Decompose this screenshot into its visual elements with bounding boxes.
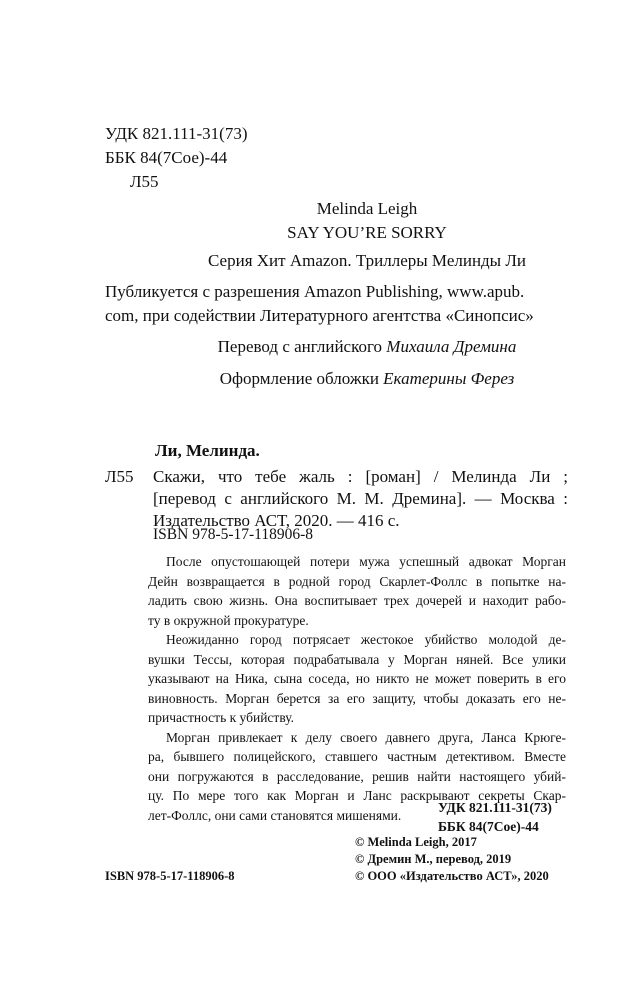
annotation-p3-line-3: они погружаются в расследование, решив найти настоящего убий- xyxy=(148,768,566,784)
translation-credit xyxy=(0,336,619,358)
catalog-description xyxy=(153,466,568,532)
catalog-line-3: Издательство АСТ, 2020. — 416 с. xyxy=(153,511,400,530)
catalog-heading: Ли, Мелинда. xyxy=(155,441,260,460)
copyright-author: © Melinda Leigh, 2017 xyxy=(355,835,477,849)
copyright-translation: © Дремин М., перевод, 2019 xyxy=(355,852,512,866)
annotation-p3-line-2: ра, бывшего полицейского, ставшего частным детективом. Вместе xyxy=(148,749,566,764)
annotation-p2-line-1: Неожиданно город потрясает жестокое убийство молодой де- xyxy=(166,632,566,647)
author-mark-top: Л55 xyxy=(130,172,159,191)
annotation xyxy=(148,552,566,825)
bottom-isbn: ISBN 978-5-17-118906-8 xyxy=(105,869,235,883)
translator-name: Михаила Дремина xyxy=(386,337,517,356)
translation-prefix: Перевод с английского xyxy=(217,337,387,356)
rights-line-2: com, при содействии Литературного агентства «Синопсис» xyxy=(105,306,534,325)
annotation-p1-line-1: После опустошающей потери мужа успешный адвокат Морган xyxy=(166,554,566,569)
annotation-p2-line-4: виновность. Морган берется за его защиту, чтобы доказать его не- xyxy=(148,690,566,706)
catalog-line-1: Скажи, что тебе жаль : [роман] / Мелинда Ли ; xyxy=(153,467,568,486)
annotation-p1-line-3: ладить свою жизнь. Она воспитывает трех дочерей и находит рабо- xyxy=(148,593,566,608)
annotation-p3-line-1: Морган привлекает к делу своего давнего друга, Ланса Крюге- xyxy=(166,729,566,745)
annotation-p2-line-5: причастность к убийству. xyxy=(148,710,295,725)
annotation-p1-line-2: Дейн возвращается в родной город Скарлет-Фоллс в попытке на- xyxy=(148,573,566,589)
series-name: Серия Хит Amazon. Триллеры Мелинды Ли xyxy=(208,251,526,270)
annotation-paragraph-2 xyxy=(148,630,566,728)
annotation-p3-line-5: лет-Фоллс, они сами становятся мишенями. xyxy=(148,807,402,823)
cover-designer-name: Екатерины Ферез xyxy=(383,369,515,388)
cover-credit xyxy=(0,368,619,390)
bbk-code-bottom: ББК 84(7Сое)-44 xyxy=(438,819,539,834)
catalog-isbn: ISBN 978-5-17-118906-8 xyxy=(153,526,314,543)
annotation-p2-line-2: вушки Тессы, которая подрабатывала у Морган няней. Все улики xyxy=(148,651,566,667)
original-author: Melinda Leigh xyxy=(316,199,418,218)
copyright-publisher: © ООО «Издательство АСТ», 2020 xyxy=(355,869,549,883)
annotation-p2-line-3: указывают на Ника, сына соседа, но никто не может поверить в его xyxy=(148,671,566,686)
bbk-code-top: ББК 84(7Сое)-44 xyxy=(105,148,228,167)
catalog-line-2: [перевод с английского М. М. Дремина]. — Москва : xyxy=(153,489,568,508)
original-title: SAY YOU’RE SORRY xyxy=(287,223,447,242)
udk-code-top: УДК 821.111-31(73) xyxy=(105,124,248,143)
annotation-p3-line-4: цу. По мере того как Морган и Ланс раскрывают секреты Скар- xyxy=(148,788,566,803)
cover-prefix: Оформление обложки xyxy=(219,369,384,388)
catalog-mark: Л55 xyxy=(105,467,134,486)
rights-line-1: Публикуется с разрешения Amazon Publishing, www.apub. xyxy=(105,282,525,301)
annotation-p1-line-4: ту в окружной прокуратуре. xyxy=(148,612,309,628)
udk-code-bottom: УДК 821.111-31(73) xyxy=(438,800,552,815)
annotation-paragraph-1 xyxy=(148,552,566,630)
